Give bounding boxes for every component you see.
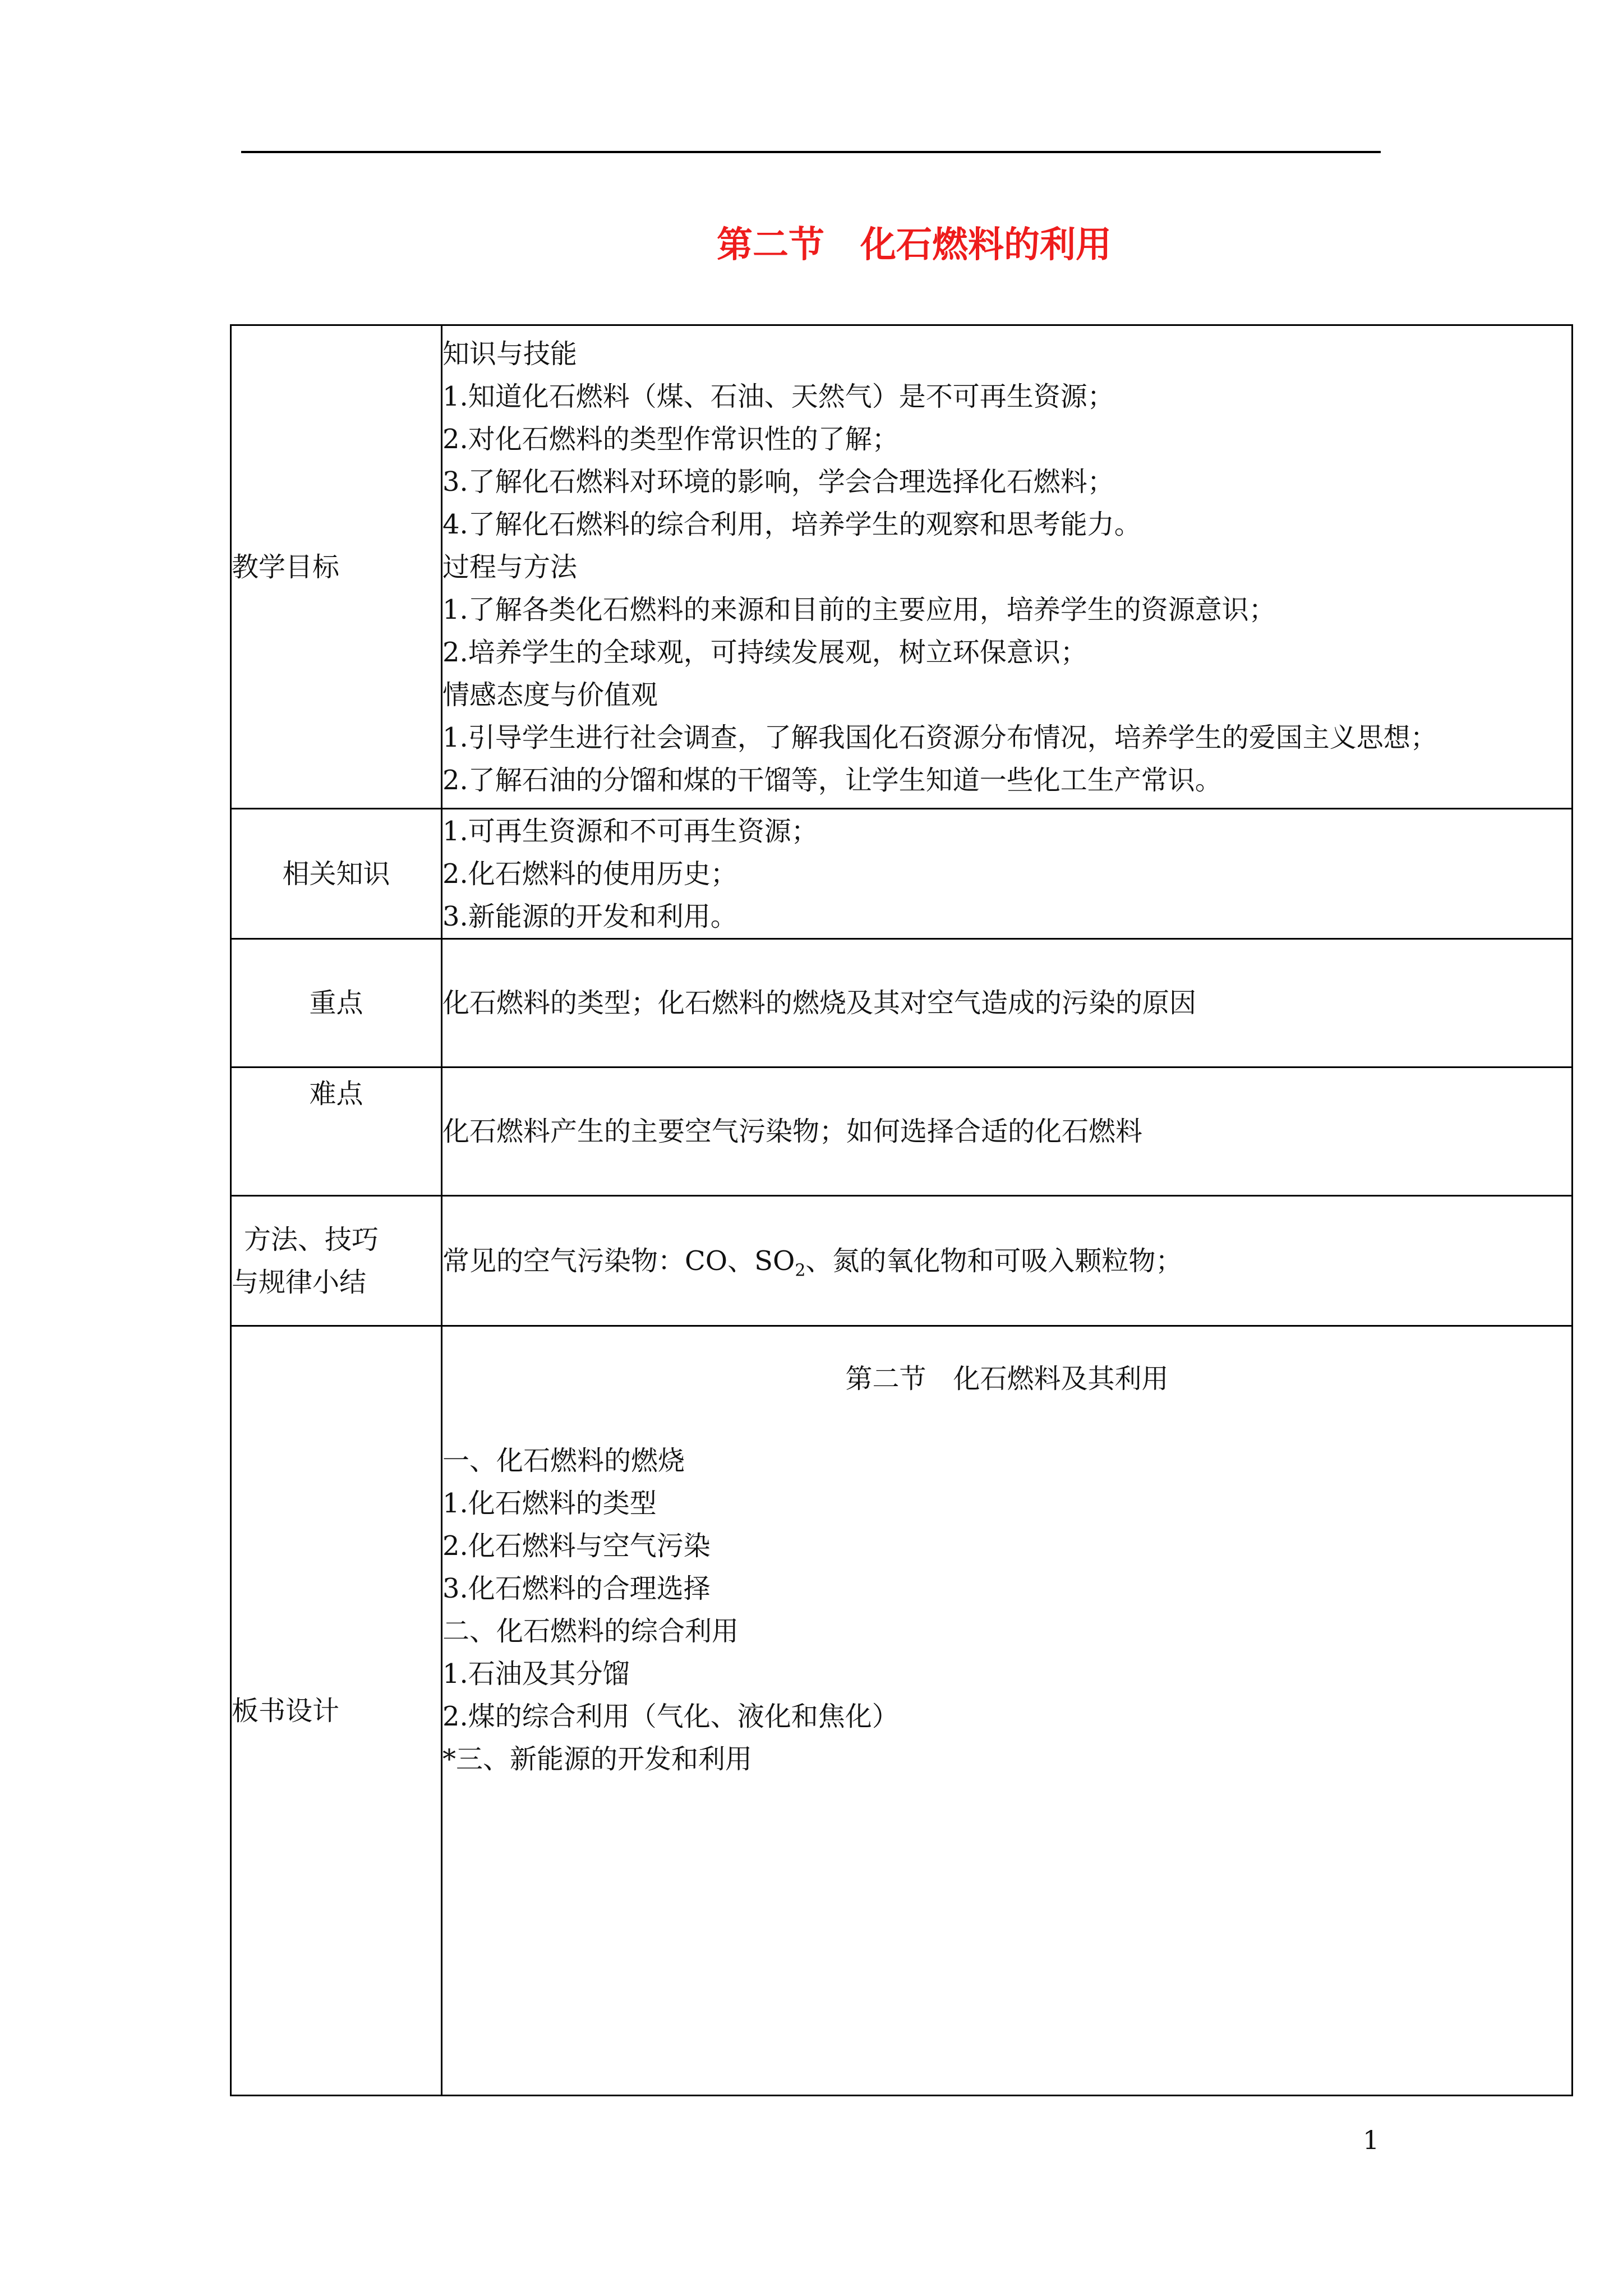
objectives-line: 1.了解各类化石燃料的来源和目前的主要应用，培养学生的资源意识； [442, 593, 1276, 625]
row-label-difficult: 难点 [231, 1068, 442, 1196]
objectives-line: 2.培养学生的全球观，可持续发展观，树立环保意识； [442, 636, 1087, 668]
row-label-related: 相关知识 [231, 809, 442, 939]
board-line: 1.石油及其分馏 [442, 1658, 630, 1690]
objectives-line: 过程与方法 [442, 551, 578, 583]
method-text-before: 常见的空气污染物：CO、SO [442, 1245, 795, 1277]
page-title: 第二节 化石燃料的利用 [717, 224, 1112, 266]
difficult-content [442, 1068, 1573, 1196]
key-text: 化石燃料的类型；化石燃料的燃烧及其对空气造成的污染的原因 [442, 987, 1197, 1019]
objectives-line: 1.知道化石燃料（煤、石油、天然气）是不可再生资源； [442, 380, 1114, 412]
row-method [231, 1196, 1573, 1326]
header-rule [241, 151, 1381, 153]
page-number: 1 [1363, 2125, 1380, 2155]
objectives-line: 1.引导学生进行社会调查，了解我国化石资源分布情况，培养学生的爱国主义思想； [442, 721, 1437, 753]
board-line: 2.煤的综合利用（气化、液化和焦化） [442, 1701, 899, 1732]
key-content [442, 939, 1573, 1068]
method-text-after: 、氮的氧化物和可吸入颗粒物； [805, 1245, 1183, 1277]
difficult-text: 化石燃料产生的主要空气污染物；如何选择合适的化石燃料 [442, 1116, 1143, 1147]
board-line: *三、新能源的开发和利用 [442, 1743, 753, 1775]
board-line: 一、化石燃料的燃烧 [442, 1445, 685, 1476]
related-line: 3.新能源的开发和利用。 [442, 900, 737, 932]
method-label-line: 与规律小结 [232, 1266, 367, 1298]
row-related [231, 809, 1573, 939]
board-content [442, 1326, 1573, 2096]
board-line: 二、化石燃料的综合利用 [442, 1616, 739, 1647]
method-label-line: 方法、技巧 [244, 1223, 379, 1255]
objectives-line: 情感态度与价值观 [442, 679, 658, 711]
row-label-objectives: 教学目标 [231, 325, 442, 809]
row-label-method [231, 1196, 442, 1326]
row-label-board: 板书设计 [231, 1326, 442, 2096]
row-label-key: 重点 [231, 939, 442, 1068]
row-key [231, 939, 1573, 1068]
board-line: 3.化石燃料的合理选择 [442, 1573, 711, 1604]
row-board [231, 1326, 1573, 2096]
lesson-plan-table [230, 324, 1573, 2096]
board-line: 2.化石燃料与空气污染 [442, 1530, 711, 1562]
objectives-line: 知识与技能 [442, 338, 578, 370]
related-content [442, 809, 1573, 939]
objectives-content [442, 325, 1573, 809]
objectives-line: 4.了解化石燃料的综合利用，培养学生的观察和思考能力。 [442, 508, 1141, 540]
method-text-sub: 2 [795, 1260, 806, 1281]
row-objectives [231, 325, 1573, 809]
method-content [442, 1196, 1573, 1326]
method-text [442, 1240, 1571, 1282]
board-line: 1.化石燃料的类型 [442, 1488, 657, 1519]
board-heading: 第二节 化石燃料及其利用 [845, 1363, 1169, 1395]
objectives-line: 3.了解化石燃料对环境的影响，学会合理选择化石燃料； [442, 466, 1114, 498]
related-line: 1.可再生资源和不可再生资源； [442, 815, 818, 847]
row-difficult [231, 1068, 1573, 1196]
objectives-line: 2.了解石油的分馏和煤的干馏等，让学生知道一些化工生产常识。 [442, 764, 1222, 796]
related-line: 2.化石燃料的使用历史； [442, 858, 737, 890]
objectives-line: 2.对化石燃料的类型作常识性的了解； [442, 423, 899, 455]
